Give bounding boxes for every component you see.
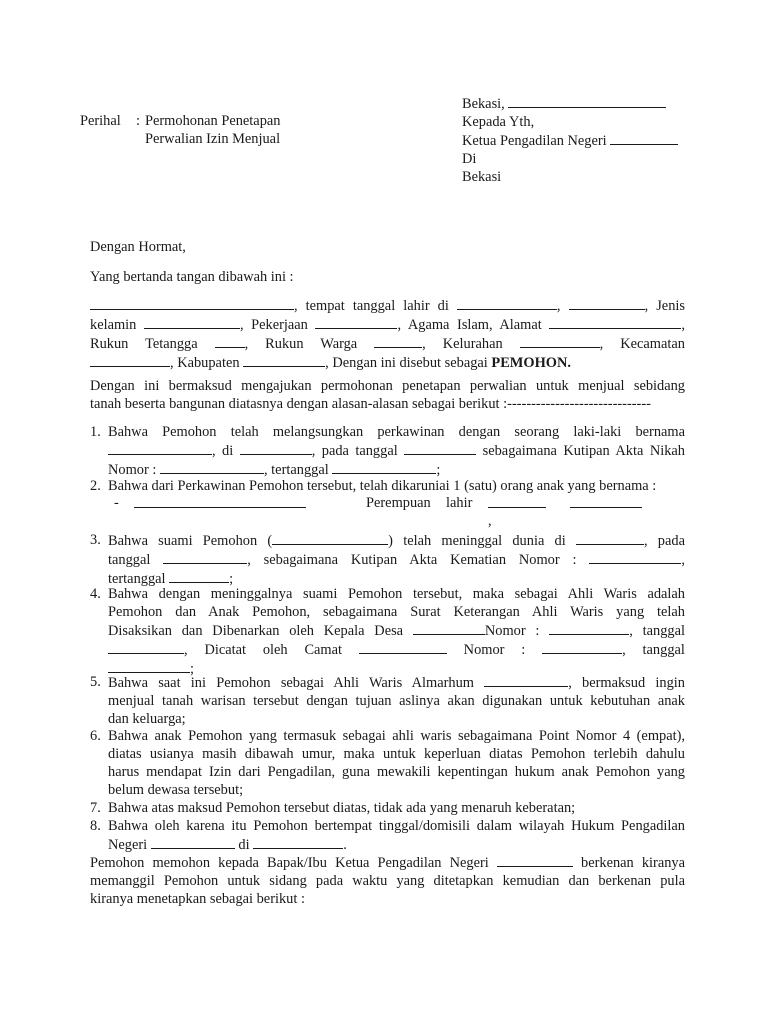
list-item-3	[90, 531, 685, 588]
item-8-line-1: Bahwa oleh karena itu Pemohon bertempat tinggal/domisili dalam wilayah Hukum Pengadilan	[108, 818, 685, 834]
perempuan-label: Perempuan	[366, 495, 431, 511]
list-item-6	[90, 727, 685, 799]
blank-nama	[90, 296, 294, 310]
blank-nomor-akta-nikah	[160, 460, 264, 474]
blank-tanggal-nikah	[404, 441, 476, 455]
blank-tanggal-camat	[108, 659, 190, 673]
blank-tertanggal-kematian	[169, 569, 229, 583]
item-number: 4.	[90, 586, 101, 602]
identity-line-3: Rukun Tetangga , Rukun Warga , Kelurahan , Kecamatan	[90, 336, 685, 352]
item-3-line-2: tanggal , sebagaimana Kutipan Akta Kematian Nomor : ,	[108, 552, 685, 568]
item-7-line-1: Bahwa atas maksud Pemohon tersebut diatas, tidak ada yang menaruh keberatan;	[108, 800, 576, 816]
blank-nomor-keterangan	[549, 621, 629, 635]
blank-nama-suami-2	[272, 531, 388, 545]
blank-tanggal-lahir-anak	[570, 494, 642, 508]
blank-tempat-lahir-anak	[488, 494, 546, 508]
blank-date	[508, 94, 666, 108]
item-2-child-line	[134, 494, 306, 513]
blank-pengadilan	[610, 131, 678, 145]
blank-pengadilan-closing	[497, 853, 573, 867]
greeting: Dengan Hormat,	[90, 239, 186, 255]
identity-line-1: , tempat tanggal lahir di , , Jenis	[90, 296, 685, 315]
recipient-block	[462, 94, 678, 186]
closing-line-1: Pemohon memohon kepada Bapak/Ibu Ketua Pengadilan Negeri berkenan kiranya	[90, 855, 685, 871]
di-line: Di	[462, 151, 477, 167]
item-number: 5.	[90, 674, 101, 690]
purpose-paragraph	[90, 377, 685, 413]
purpose-line-1: Dengan ini bermaksud mengajukan permohonan penetapan perwalian untuk menjual sebidang	[90, 378, 685, 394]
item-1-line-2: , di , pada tanggal sebagaimana Kutipan Akta Nikah	[108, 441, 685, 460]
identity-line-4: , Kabupaten , Dengan ini disebut sebagai PEMOHON.	[90, 353, 685, 372]
blank-nama-anak	[134, 494, 306, 508]
blank-nomor-camat	[542, 640, 622, 654]
closing-paragraph	[90, 853, 685, 908]
item-4-line-4: , Dicatat oleh Camat Nomor : , tanggal	[108, 640, 685, 659]
closing-line-2: memanggil Pemohon untuk sidang pada waktu yang ditetapkan kemudian dan berkenan pula	[90, 873, 685, 889]
item-4-line-3: Disaksikan dan Dibenarkan oleh Kepala Desa Nomor : , tanggal	[108, 623, 685, 639]
item-3-line-3: tertanggal ;	[108, 571, 234, 587]
perihal-line-2: Perwalian Izin Menjual	[145, 131, 281, 147]
blank-nama-suami	[108, 441, 212, 455]
blank-tanggal-meninggal	[163, 550, 247, 564]
item-4-line-1: Bahwa dengan meninggalnya suami Pemohon tersebut, maka sebagai Ahli Waris adalah	[108, 586, 685, 602]
item-6-line-3: harus mendapat Izin dari Pengadilan, guna mewakili kepentingan hukum anak Pemohon yang	[108, 764, 685, 780]
blank-kelurahan	[520, 334, 600, 348]
blank-tertanggal-nikah	[332, 460, 436, 474]
item-number: 2.	[90, 478, 101, 494]
item-4-line-2: Pemohon dan Anak Pemohon, sebagaimana Surat Keterangan Ahli Waris yang telah	[108, 604, 685, 620]
blank-alamat	[549, 315, 681, 329]
blank-camat	[359, 640, 447, 654]
closing-line-3: kiranya menetapkan sebagai berikut :	[90, 891, 305, 907]
city-label: Bekasi,	[462, 96, 505, 112]
item-number: 8.	[90, 818, 101, 834]
kepada-line: Kepada Yth,	[462, 114, 535, 130]
blank-tempat-lahir-anak-wrap	[488, 494, 546, 513]
item-5-line-1: Bahwa saat ini Pemohon sebagai Ahli Waris Almarhum , bermaksud ingin	[108, 675, 685, 691]
blank-tempat-nikah	[240, 441, 312, 455]
item-number: 1.	[90, 424, 101, 440]
intro-line: Yang bertanda tangan dibawah ini :	[90, 269, 294, 285]
blank-nomor-akta-kematian	[589, 550, 681, 564]
item-8-line-2: Negeri di .	[108, 837, 347, 853]
ketua-line	[462, 131, 678, 150]
blank-almarhum	[484, 673, 568, 687]
item-number: 3.	[90, 532, 101, 548]
ketua-label: Ketua Pengadilan Negeri	[462, 133, 607, 149]
item-number: 7.	[90, 800, 101, 816]
tujuan-line: Bekasi	[462, 169, 502, 185]
list-item-4	[90, 585, 685, 678]
item-2-comma: ,	[488, 513, 492, 529]
identity-paragraph	[90, 296, 685, 372]
item-1-line-3: Nomor : , tertanggal ;	[108, 462, 441, 478]
blank-tanggal-lahir	[569, 296, 645, 310]
item-6-line-2: diatas usianya masih dibawah umur, maka untuk keperluan diatas Pemohon terlebih dahulu	[108, 746, 685, 762]
blank-pekerjaan	[315, 315, 397, 329]
blank-tempat-lahir	[457, 296, 557, 310]
list-item-1	[90, 423, 685, 479]
blank-kepala-desa	[413, 621, 485, 635]
blank-jenis-kelamin	[144, 315, 240, 329]
item-4-line-5: ;	[108, 659, 685, 678]
item-2-line-1: Bahwa dari Perkawinan Pemohon tersebut, telah dikaruniai 1 (satu) orang anak yang bernama :	[108, 478, 657, 494]
list-item-5	[90, 673, 685, 728]
item-6-line-4: belum dewasa tersebut;	[108, 782, 244, 798]
item-6-line-1: Bahwa anak Pemohon yang termasuk sebagai ahli waris sebagaimana Point Nomor 4 (empat),	[108, 728, 685, 744]
perihal-line-1: Permohonan Penetapan	[145, 113, 281, 129]
blank-tanggal-lahir-anak-wrap	[570, 494, 642, 513]
list-item-7	[90, 799, 685, 817]
blank-rw	[374, 334, 422, 348]
item-5-line-3: dan keluarga;	[108, 711, 186, 727]
lahir-label: lahir	[446, 495, 473, 511]
blank-tempat-meninggal	[576, 531, 644, 545]
item-3-line-1: Bahwa suami Pemohon ( ) telah meninggal dunia di , pada	[108, 533, 685, 549]
item-number: 6.	[90, 728, 101, 744]
purpose-line-2: tanah beserta bangunan diatasnya dengan alasan-alasan sebagai berikut :------------------------------	[90, 396, 651, 412]
perihal-label: Perihal	[80, 113, 121, 129]
item-2-dash: -	[114, 495, 119, 511]
blank-kabupaten	[243, 353, 325, 367]
blank-kota-domisili	[253, 835, 343, 849]
blank-pengadilan-negeri	[151, 835, 235, 849]
pemohon-label: PEMOHON.	[491, 355, 571, 371]
list-item-8	[90, 817, 685, 854]
identity-line-2: kelamin , Pekerjaan , Agama Islam, Alamat ,	[90, 317, 685, 333]
blank-kecamatan	[90, 353, 170, 367]
blank-rt	[215, 334, 245, 348]
city-date-line	[462, 94, 678, 113]
item-1-line-1: Bahwa Pemohon telah melangsungkan perkawinan dengan seorang laki-laki bernama	[108, 424, 685, 440]
item-5-line-2: menjual tanah warisan tersebut dengan tujuan aslinya akan digunakan untuk kebutuhan anak	[108, 693, 685, 709]
blank-tanggal-keterangan	[108, 640, 184, 654]
list-item-2	[90, 477, 685, 495]
perihal-colon: :	[136, 113, 140, 129]
